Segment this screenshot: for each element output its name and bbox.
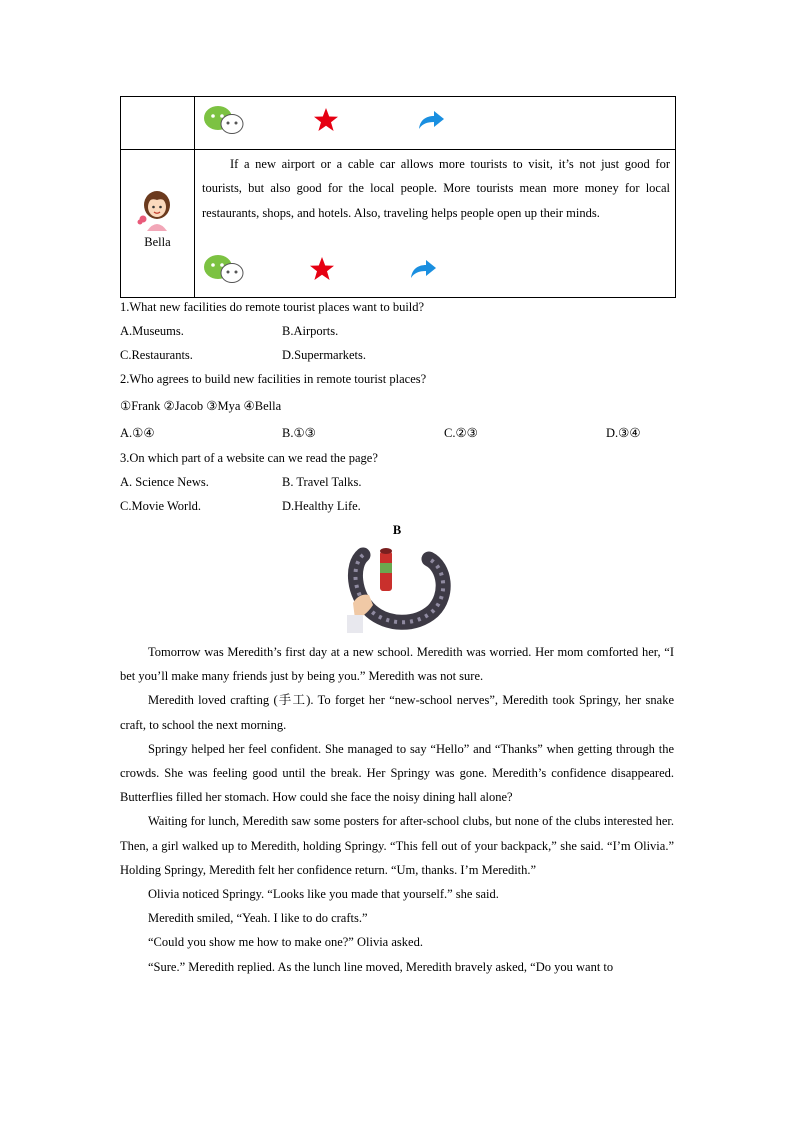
q2-option-d[interactable]: D.③④ <box>606 426 641 440</box>
story-paragraph: Tomorrow was Meredith’s first day at a new school. Meredith was worried. Her mom comforted her, “I bet you’ll make many friends just by being you.” Meredith was not sure. <box>120 645 674 684</box>
story-paragraph: Springy helped her feel confident. She managed to say “Hello” and “Thanks” when getting through the crowds. She was feeling good until the break. Her Springy was gone. Meredith’s confidence disappeared. Butterflies filled her stomach. How could she face the noisy dining hall alone? <box>120 741 674 805</box>
q2-option-b[interactable]: B.①③ <box>282 426 316 440</box>
story-paragraph: Olivia noticed Springy. “Looks like you made that yourself.” she said. <box>148 887 499 902</box>
question-2-stem: 2.Who agrees to build new facilities in remote tourist places? <box>120 372 427 386</box>
q3-option-c[interactable]: C.Movie World. <box>120 499 202 513</box>
q1-option-a[interactable]: A.Museums. <box>120 324 184 338</box>
question-1-stem: 1.What new facilities do remote tourist places want to build? <box>120 300 425 314</box>
star-icon[interactable] <box>309 256 335 282</box>
share-arrow-icon[interactable] <box>409 258 437 280</box>
q1-option-d[interactable]: D.Supermarkets. <box>282 348 367 362</box>
question-3-stem: 3.On which part of a website can we read the page? <box>120 451 378 465</box>
wechat-icon[interactable] <box>203 105 245 135</box>
bella-name: Bella <box>144 235 171 249</box>
story-paragraph: Meredith loved crafting (手工). To forget her “new-school nerves”, Meredith took Springy, her snake craft, to school the next morning. <box>120 693 674 732</box>
story-paragraph: “Sure.” Meredith replied. As the lunch line moved, Meredith bravely asked, “Do you want to <box>148 959 614 974</box>
bella-avatar <box>137 189 177 231</box>
star-icon[interactable] <box>313 107 339 133</box>
story-text <box>120 640 674 979</box>
q3-option-d[interactable]: D.Healthy Life. <box>282 499 361 513</box>
story-paragraph: Meredith smiled, “Yeah. I like to do crafts.” <box>148 911 368 926</box>
story-paragraph: Waiting for lunch, Meredith saw some posters for after-school clubs, but none of the clubs interested her. Then, a girl walked up to Meredith, holding Springy. “This fell out of your backpack,” she said. “I’m Olivia.” Holding Springy, Meredith felt her confidence return. “Um, thanks. I’m Meredith.” <box>120 814 674 877</box>
q3-option-a[interactable]: A. Science News. <box>120 475 209 489</box>
comments-table <box>120 96 676 298</box>
snake-craft-photo <box>343 545 451 633</box>
q2-option-a[interactable]: A.①④ <box>120 426 155 440</box>
table-column-divider <box>194 97 195 297</box>
table-row-divider <box>121 149 675 150</box>
bella-comment: If a new airport or a cable car allows more tourists to visit, it’s not just good for tourists, but also good for the local people. More tourists mean more money for local restaurants, shops, and hotels. Also, traveling helps people open up their minds. <box>202 157 670 220</box>
story-paragraph: “Could you show me how to make one?” Olivia asked. <box>148 935 423 950</box>
q1-option-c[interactable]: C.Restaurants. <box>120 348 193 362</box>
section-b-title: B <box>392 523 402 537</box>
q2-option-c[interactable]: C.②③ <box>444 426 478 440</box>
question-2-choices: ①Frank ②Jacob ③Mya ④Bella <box>120 399 282 413</box>
q1-option-b[interactable]: B.Airports. <box>282 324 339 338</box>
wechat-icon[interactable] <box>203 254 245 284</box>
share-arrow-icon[interactable] <box>417 109 445 131</box>
q3-option-b[interactable]: B. Travel Talks. <box>282 475 362 489</box>
